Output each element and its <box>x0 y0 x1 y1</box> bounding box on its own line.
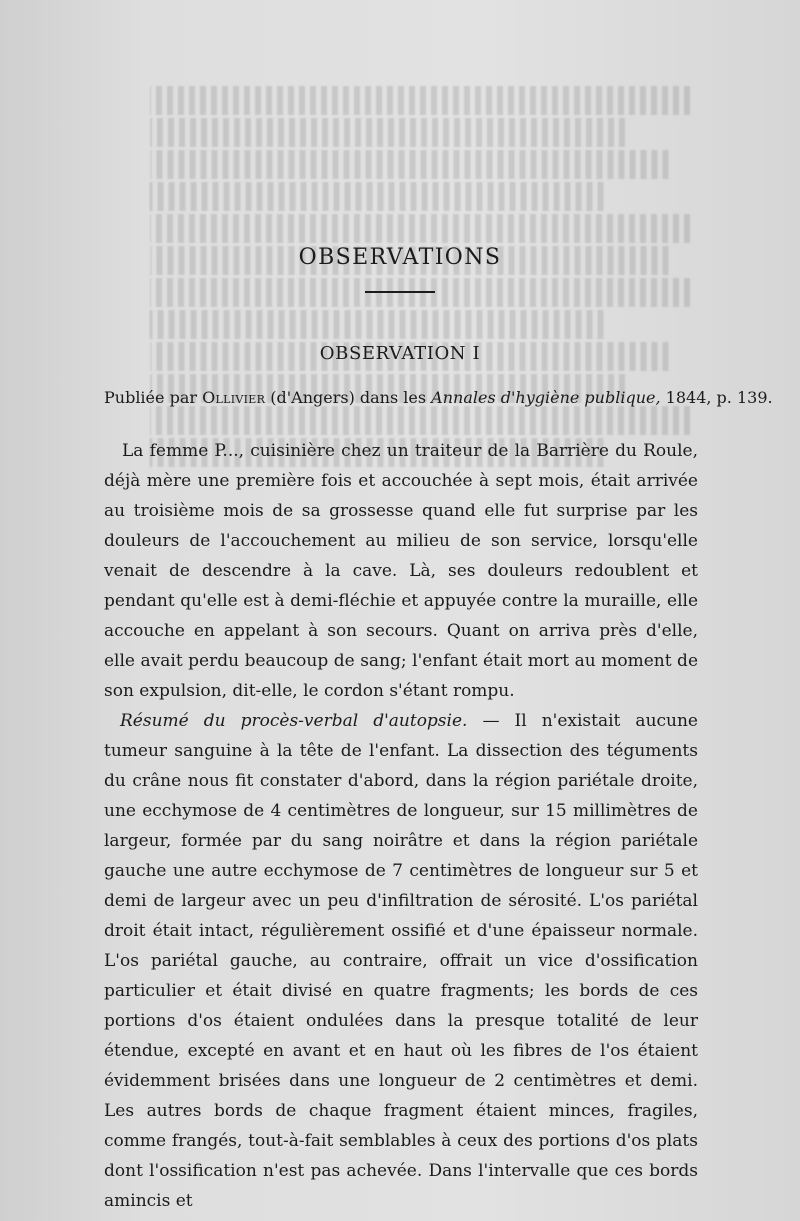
source-details: 1844, p. 139. <box>660 388 773 407</box>
paragraph-2-text <box>104 706 698 1216</box>
observation-title: OBSERVATION I <box>319 343 481 364</box>
paragraph-2-body: — Il n'existait aucune tumeur sanguine à la tête de l'enfant. La dissection des téguments du crâne nous fit constater d'abord, dans la région pariétale droite, une ecchymose de 4 centimètres de longueur, sur 15 millimètres de largeur, formée par du sang noirâtre et dans la région pariétale gauche une autre ecchymose de 7 centimètres de longueur sur 5 et demi de largeur avec un peu d'infiltration de sérosité. L'os pariétal droit était intact, régulièrement ossifié et d'une épaisseur normale. L'os pariétal gauche, au contraire, offrait un vice d'ossification particulier et était divisé en quatre fragments; les bords de ces portions d'os étaient ondulées dans la presque totalité de leur étendue, excepté en avant et en haut où les fibres de l'os étaient évidemment brisées dans une longueur de 2 centimètres et demi. Les autres bords de chaque fragment étaient minces, fragiles, comme frangés, tout-à-fait semblables à ceux des portions d'os plats dont l'ossification n'est pas achevée. Dans l'intervalle que ces bords amincis et <box>104 711 698 1211</box>
title-divider <box>365 291 435 293</box>
paragraph-1 <box>104 436 698 706</box>
paragraph-2-lead: Résumé du procès-verbal d'autopsie. <box>120 711 468 731</box>
paragraph-2 <box>104 706 698 1216</box>
section-heading: OBSERVATIONS <box>298 245 502 270</box>
source-author: Ollivier <box>202 388 266 407</box>
source-citation <box>104 388 773 408</box>
paragraph-1-text: La femme P..., cuisinière chez un traiteur de la Barrière du Roule, déjà mère une première fois et accouchée à sept mois, était arrivée au troisième mois de sa grossesse quand elle fut surprise par les douleurs de l'accouchement au milieu de son service, lorsqu'elle venait de descendre à la cave. Là, ses douleurs redoublent et pendant qu'elle est à demi-fléchie et appuyée contre la muraille, elle accouche en appelant à son secours. Quant on arriva près d'elle, elle avait perdu beaucoup de sang; l'enfant était mort au moment de son expulsion, dit-elle, le cordon s'étant rompu. <box>104 441 698 701</box>
source-publication: Annales d'hygiène publique, <box>431 388 661 407</box>
source-location: (d'Angers) dans les <box>265 388 432 407</box>
show-through-texture <box>150 86 690 466</box>
source-prefix: Publiée par <box>104 388 203 407</box>
